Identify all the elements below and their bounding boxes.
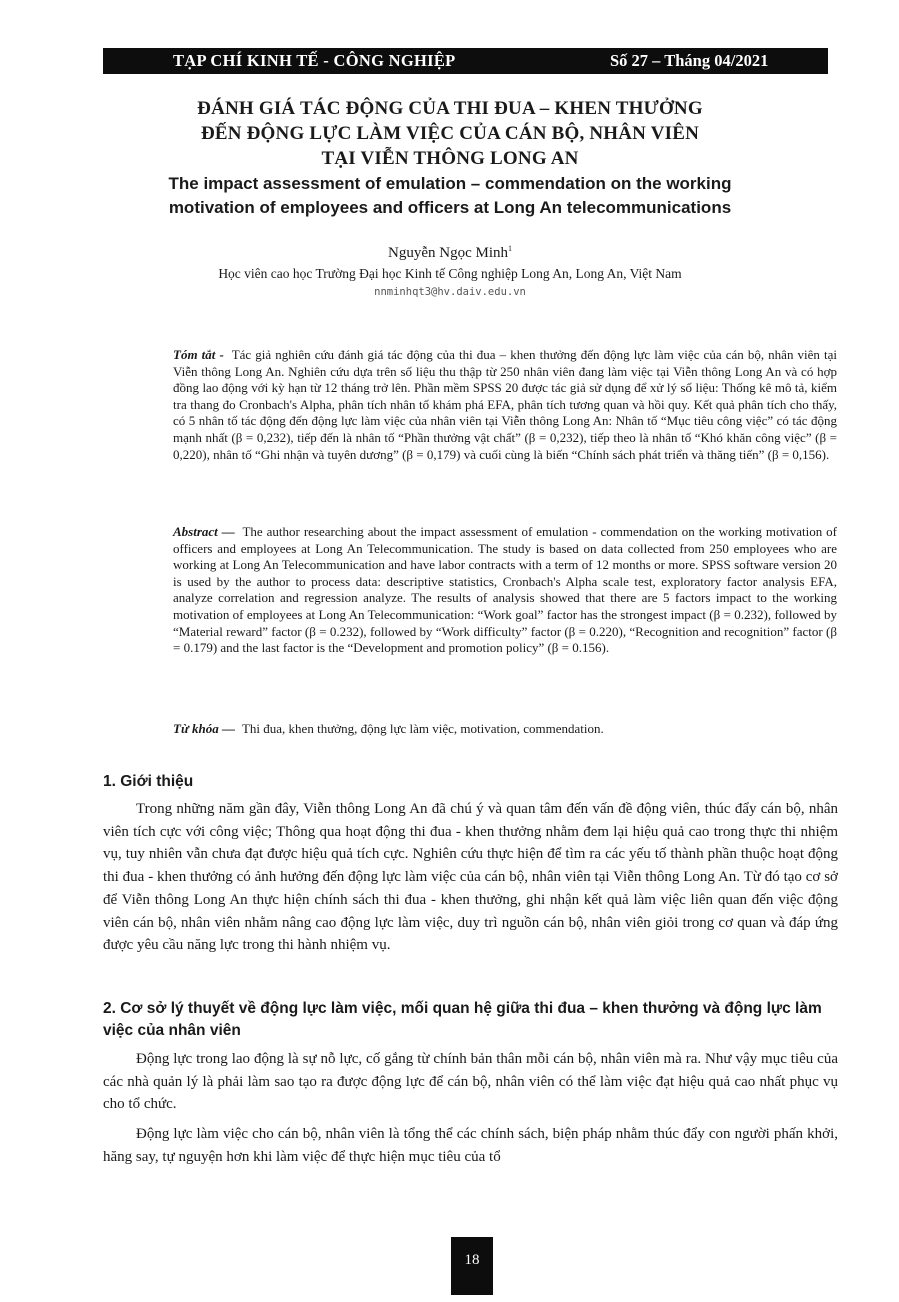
author-email: nnminhqt3@hv.daiv.edu.vn bbox=[374, 286, 526, 298]
author-name-text: Nguyễn Ngọc Minh bbox=[388, 245, 508, 261]
section-2-paragraph-1: Động lực trong lao động là sự nỗ lực, cố gắng từ chính bản thân mỗi cán bộ, nhân viên mà ra. Như vậy mục tiêu của các nhà quản lý là phải làm sao tạo ra được động lực để cán bộ, nhân viên có thể làm việc đạt hiệu quả cao nhất phục vụ cho tổ chức. bbox=[103, 1051, 838, 1113]
abstract-label: Abstract — bbox=[173, 524, 235, 539]
title-english bbox=[100, 172, 800, 220]
vietnamese-abstract bbox=[173, 347, 837, 463]
issue-info: Số 27 – Tháng 04/2021 bbox=[610, 51, 769, 70]
author-name bbox=[100, 244, 800, 262]
page-number-box bbox=[451, 1237, 493, 1295]
title-vi-line-2: ĐẾN ĐỘNG LỰC LÀM VIỆC CỦA CÁN BỘ, NHÂN VIÊN bbox=[200, 123, 700, 144]
keywords bbox=[173, 721, 837, 738]
tomtat-text: Tác giả nghiên cứu đánh giá tác động của thi đua – khen thưởng đến động lực làm việc của cán bộ, nhân viên tại Viễn thông Long An. Nghiên cứu dựa trên số liệu thu thập từ 250 nhân viên đang làm việc tại Viễn thông Long An và có hợp đồng lao động với kỳ hạn từ 12 tháng trở lên. Phần mềm SPSS 20 được tác giả sử dụng để xử lý số liệu: Thống kê mô tả, kiểm tra thang đo Cronbach's Alpha, phân tích nhân tố khám phá EFA, phân tích tương quan và hồi quy. Kết quả phân tích cho thấy, có 5 nhân tố tác động đến động lực làm việc của nhân viên tại Viễn thông Long An: Nhân tố “Mục tiêu công việc” có tác động mạnh nhất (β = 0,232), tiếp đến là nhân tố “Phần thưởng vật chất” (β = 0,232), tiếp theo là nhân tố “Khó khăn công việc” (β = 0,220), nhân tố “Ghi nhận và tuyên dương” (β = 0,179) và cuối cùng là biến “Chính sách phát triển và thăng tiến” (β = 0,156). bbox=[173, 347, 838, 462]
section-2-heading: 2. Cơ sở lý thuyết về động lực làm việc, mối quan hệ giữa thi đua – khen thưởng và động lực làm việc của nhân viên bbox=[103, 1000, 822, 1039]
journal-header-bar bbox=[103, 48, 828, 74]
author-superscript: 1 bbox=[508, 244, 512, 253]
section-2-paragraph-2: Động lực làm việc cho cán bộ, nhân viên là tổng thể các chính sách, biện pháp nhằm thúc đẩy con người phấn khởi, hăng say, tự nguyện hơn khi làm việc để thực hiện mục tiêu của tổ bbox=[103, 1126, 838, 1165]
tomtat-label: Tóm tắt - bbox=[173, 347, 224, 362]
journal-name: TẠP CHÍ KINH TẾ - CÔNG NGHIỆP bbox=[173, 51, 456, 70]
author-affiliation: Học viên cao học Trường Đại học Kinh tế Công nghiệp Long An, Long An, Việt Nam bbox=[218, 266, 682, 281]
title-en-line-2: motivation of employees and officers at Long An telecommunications bbox=[168, 198, 732, 217]
page-number: 18 bbox=[464, 1252, 480, 1268]
abstract-text: The author researching about the impact assessment of emulation - commendation on the working motivation of officers and employees at Long An Telecommunication. The study is based on data collected from 250 employees who are working at Long An Telecommunication and have labor contracts with a term of 12 months or more. SPSS software version 20 is used by the author to process data: descriptive statistics, Cronbach's Alpha scale test, exploratory factor analysis EFA, analyze correlation and regression analyze. The results of analysis showed that there are 5 factors impact to the working motivation of employees at Long An Telecommunication: “Work goal” factor has the strongest impact (β = 0.232), followed by “Material reward” factor (β = 0.232), followed by “Work difficulty” factor (β = 0.220), “Recognition and recognition” factor (β = 0.179) and the last factor is the “Development and promotion policy” (β = 0.156). bbox=[173, 524, 837, 656]
keywords-label: Từ khóa — bbox=[173, 721, 235, 736]
english-abstract bbox=[173, 524, 837, 657]
title-vietnamese bbox=[100, 96, 800, 171]
section-1-heading: 1. Giới thiệu bbox=[103, 773, 194, 790]
title-vi-line-3: TẠI VIỄN THÔNG LONG AN bbox=[321, 148, 579, 169]
keywords-text: Thi đua, khen thưởng, động lực làm việc, motivation, commendation. bbox=[241, 721, 604, 736]
title-en-line-1: The impact assessment of emulation – commendation on the working bbox=[168, 174, 732, 193]
section-1-paragraph: Trong những năm gần đây, Viễn thông Long An đã chú ý và quan tâm đến vấn đề động viên, thúc đẩy cán bộ, nhân viên tích cực với công việc; Thông qua hoạt động thi đua - khen thưởng nhằm đem lại hiệu quả cao trong thực thi nhiệm vụ, tuy nhiên vẫn chưa đạt được hiệu quả tích cực. Nghiên cứu thực hiện để tìm ra các yếu tố thành phần thuộc hoạt động thi đua - khen thưởng có ảnh hưởng đến động lực làm việc của cán bộ, nhân viên tại Viễn thông Long An. Từ đó tạo cơ sở để Viễn thông Long An thực hiện chính sách thi đua - khen thưởng, ghi nhận kết quả làm việc liên quan đến việc động viên cán bộ, nhân viên nhằm nâng cao động lực làm việc, duy trì nguồn cán bộ, nhân viên giỏi trong cơ quan và đáp ứng được yêu cầu năng lực trong thi hành nhiệm vụ. bbox=[103, 801, 838, 954]
title-vi-line-1: ĐÁNH GIÁ TÁC ĐỘNG CỦA THI ĐUA – KHEN THƯỞNG bbox=[197, 98, 703, 119]
